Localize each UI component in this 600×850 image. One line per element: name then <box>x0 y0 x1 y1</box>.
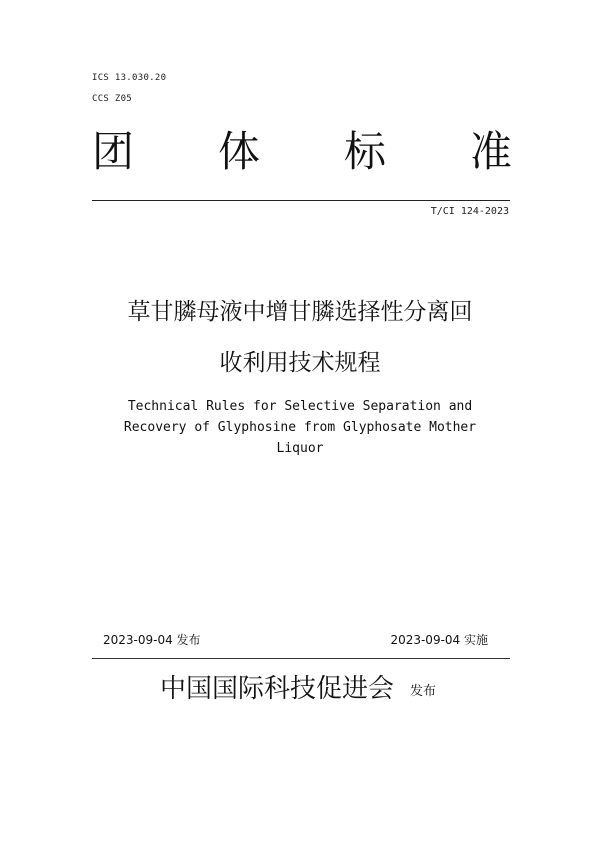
publisher-name: 中国国际科技促进会 <box>160 674 395 704</box>
standard-number: T/CI 124-2023 <box>430 206 509 217</box>
english-title-line-1: Technical Rules for Selective Separation and <box>127 399 473 414</box>
header-divider <box>92 200 510 201</box>
ccs-code: CCS Z05 <box>92 94 133 104</box>
standard-type-char: 体 <box>217 127 260 176</box>
publisher-suffix: 发布 <box>410 684 437 699</box>
ics-code: ICS 13.030.20 <box>92 73 167 83</box>
english-title-line-3: Liquor <box>276 441 324 456</box>
standard-type-char: 准 <box>469 127 512 176</box>
implementation-date: 2023-09-04 实施 <box>390 633 488 647</box>
footer-divider <box>92 658 510 659</box>
standard-type-heading <box>92 128 512 176</box>
chinese-title-line-1: 草甘膦母液中增甘膦选择性分离回 <box>127 299 473 325</box>
standard-type-char: 标 <box>343 127 386 176</box>
publish-date: 2023-09-04 发布 <box>103 633 201 647</box>
english-title-line-2: Recovery of Glyphosine from Glyphosate Mother <box>123 420 477 435</box>
chinese-title-line-2: 收利用技术规程 <box>219 350 381 376</box>
standard-type-char: 团 <box>92 127 135 176</box>
